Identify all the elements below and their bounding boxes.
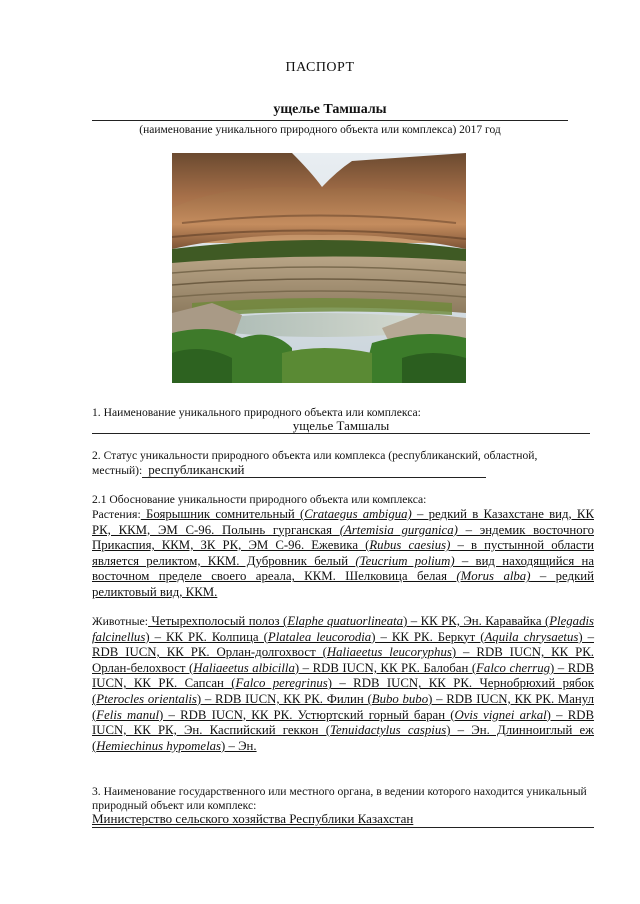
animal-text-part: ) – КК РК, Эн. Каравайка ( bbox=[403, 614, 550, 628]
animal-latin-name: Haliaeetus leucoryphus bbox=[326, 645, 452, 660]
section2-value: республиканский bbox=[148, 462, 245, 477]
document-title: ПАСПОРТ bbox=[285, 60, 355, 75]
animal-text-part: Четырехполосый полоз ( bbox=[148, 614, 288, 628]
animal-latin-name: Haliaeetus albicilla bbox=[193, 660, 295, 675]
animal-latin-name: Hemiechinus hypomelas bbox=[96, 738, 222, 753]
section2-label: 2. Статус уникальности природного объекта или комплекса (республиканский, областной, местный): bbox=[92, 449, 538, 477]
plants-text bbox=[92, 507, 594, 599]
animal-text-part: ) – RDB IUCN, КК РК. Филин ( bbox=[196, 691, 372, 706]
animal-text-part: ) – Эн. bbox=[221, 738, 257, 753]
animal-text-part: ) – RDB IUCN, КК РК, Эн. Каспийский геккон ( bbox=[92, 707, 595, 738]
canyon-photo bbox=[172, 153, 466, 383]
object-name: ущелье Тамшалы bbox=[273, 102, 387, 117]
animal-text-part: ) – RDB IUCN, КК РК. Сапсан ( bbox=[92, 660, 595, 691]
plant-latin-name: Crataegus ambigua) bbox=[304, 507, 412, 521]
plant-text-part: – эндемик восточного Прикаспия, ККМ, ЗК РК, ЭМ С-96. Ежевика ( bbox=[92, 522, 595, 553]
animal-latin-name: Elaphe quatuorlineata bbox=[287, 614, 404, 628]
plant-text-part: – в пустынной области является реликтом, ККМ. Дубровник белый bbox=[92, 538, 595, 568]
animals-label: Животные: bbox=[92, 614, 149, 628]
animal-text-part: ) – Эн. Длинноиглый еж ( bbox=[92, 723, 595, 753]
animal-latin-name: Falco peregrinus bbox=[235, 676, 328, 691]
section3-label: 3. Наименование государственного или местного органа, в ведении которого находится уникальный природный объект или комплекс: bbox=[92, 785, 587, 812]
plant-text-part: – редкий реликтовый вид, ККМ. bbox=[92, 569, 594, 599]
section1-field bbox=[92, 419, 590, 434]
plant-latin-name: (Artemisia gurganica) bbox=[339, 522, 458, 537]
animal-latin-name: Platalea leucorodia bbox=[267, 629, 372, 644]
document-subtitle: (наименование уникального природного объекта или комплекса) 2017 год bbox=[139, 124, 501, 136]
animal-latin-name: Ovis vignei arkal bbox=[454, 707, 547, 722]
animals-paragraph bbox=[92, 614, 594, 754]
animal-latin-name: Felis manul bbox=[96, 707, 160, 722]
section3-field bbox=[92, 812, 594, 828]
plant-latin-name: (Morus alba) bbox=[456, 569, 531, 584]
animal-latin-name: Falco cherrug bbox=[476, 660, 550, 675]
object-name-line bbox=[92, 104, 568, 121]
plant-text-part: – вид находящийся на восточном пределе своего ареала, ККМ. Шелковица белая bbox=[92, 553, 595, 584]
plant-latin-name: Rubus caesius) bbox=[369, 538, 451, 553]
section1-value: ущелье Тамшалы bbox=[292, 418, 390, 433]
plant-latin-name: (Teucrium polium) bbox=[355, 553, 455, 568]
plants-paragraph bbox=[92, 507, 594, 601]
section2 bbox=[92, 448, 590, 478]
animal-latin-name: Plegadis falcinellus bbox=[92, 614, 595, 644]
animal-text-part: ) – RDB IUCN, КК РК. Орлан-долгохвост ( bbox=[92, 629, 594, 660]
animal-latin-name: Aquila chrysaetus bbox=[484, 629, 579, 644]
section2-field bbox=[142, 463, 486, 478]
animal-text-part: ) – RDB IUCN, КК РК. Устюртский горный баран ( bbox=[159, 707, 455, 722]
section3-value: Министерство сельского хозяйства Республики Казахстан bbox=[92, 811, 414, 826]
plant-text-part: Боярышник сомнительный ( bbox=[140, 507, 305, 521]
animal-text-part: ) – RDB IUCN, КК РК. Чернобрюхий рябок ( bbox=[92, 676, 594, 706]
animals-text bbox=[92, 614, 594, 753]
animal-latin-name: Tenuidactylus caspius bbox=[330, 723, 447, 738]
animal-text-part: ) – КК РК. Беркут ( bbox=[371, 629, 485, 644]
animal-latin-name: Pterocles orientalis bbox=[96, 691, 197, 706]
plants-label: Растения: bbox=[92, 507, 141, 521]
section1-label: 1. Наименование уникального природного объекта или комплекса: bbox=[92, 406, 421, 419]
animal-latin-name: Bubo bubo bbox=[371, 691, 429, 706]
animal-text-part: ) – RDB IUCN, КК РК. Орлан-белохвост ( bbox=[92, 645, 594, 675]
animal-text-part: ) – КК РК. Колпица ( bbox=[145, 629, 268, 644]
plant-text-part: – редкий в Казахстане вид, КК РК, ККМ, ЭМ С-96. Полынь гурганская bbox=[92, 507, 594, 537]
animal-text-part: ) – RDB IUCN, КК РК. Балобан ( bbox=[294, 660, 477, 675]
section21-heading: 2.1 Обоснование уникальности природного объекта или комплекса: bbox=[92, 493, 427, 506]
animal-text-part: ) – RDB IUCN, КК РК. Манул ( bbox=[92, 691, 595, 722]
